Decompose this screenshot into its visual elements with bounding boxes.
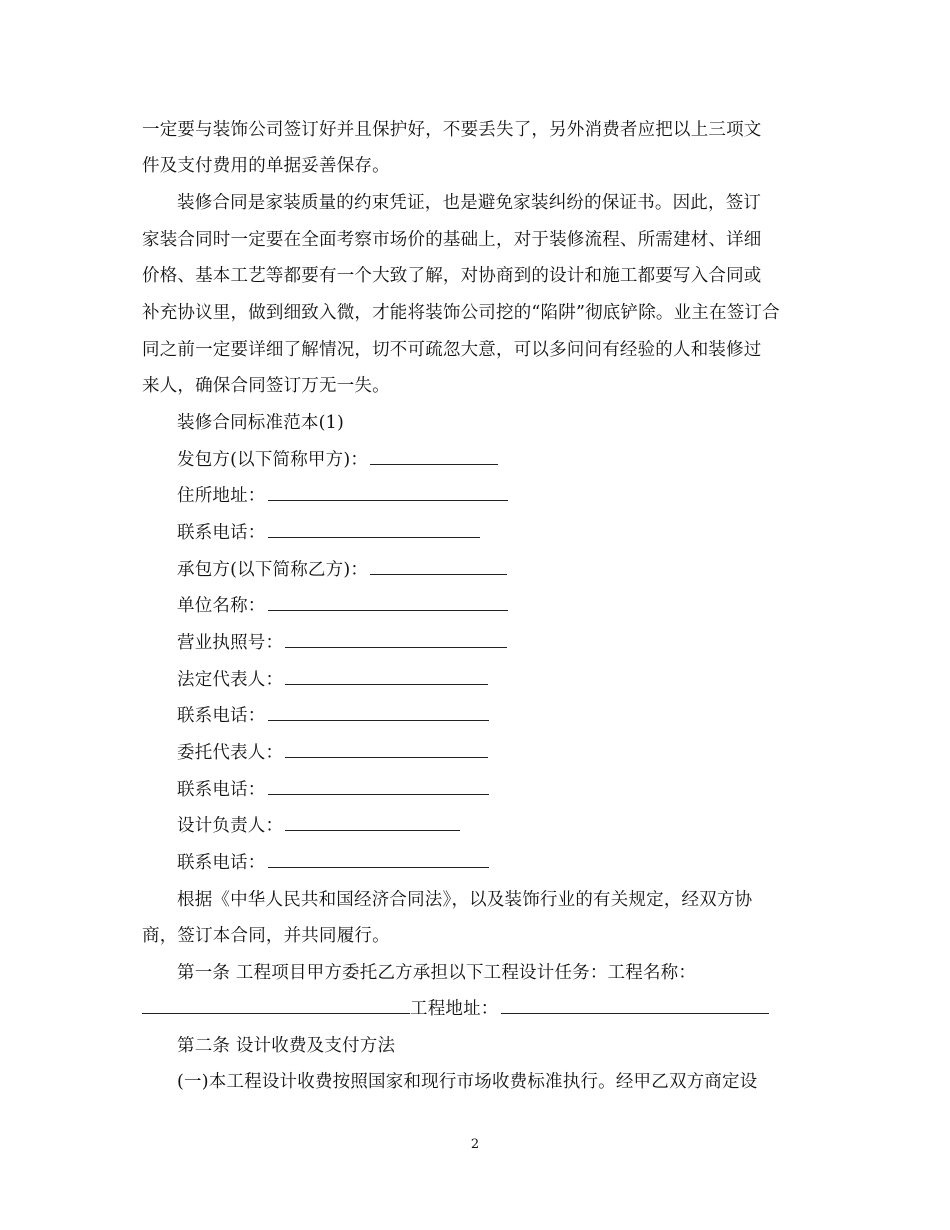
field-label: 联系电话： [177, 780, 266, 800]
fill-in-blank [501, 997, 769, 1014]
field-label: 住所地址： [177, 486, 266, 506]
article-2-title: 第二条 设计收费及支付方法 [177, 1036, 396, 1056]
paragraph-line: 装修合同是家装质量的约束凭证，也是避免家装纠纷的保证书。因此，签订 [177, 193, 762, 213]
article-1: 第一条 工程项目甲方委托乙方承担以下工程设计任务：工程名称： [177, 963, 697, 983]
fill-in-blank [142, 997, 410, 1014]
fill-in-blank [268, 704, 489, 721]
paragraph-line: 一定要与装饰公司签订好并且保护好，不要丢失了，另外消费者应把以上三项文 [142, 120, 762, 140]
article-1-fields [142, 997, 769, 1021]
form-row-phone [177, 778, 489, 802]
fill-in-blank [285, 814, 460, 831]
fill-in-blank [268, 594, 508, 611]
field-label: 联系电话： [177, 706, 266, 726]
form-row-contractor [177, 558, 507, 582]
field-label: 发包方(以下简称甲方)： [177, 450, 369, 470]
fill-in-blank [268, 778, 489, 795]
paragraph-line: 补充协议里，做到细致入微，才能将装饰公司挖的“陷阱”彻底铲除。业主在签订合 [142, 303, 780, 323]
form-row-phone [177, 851, 489, 875]
clause-line: 商，签订本合同，并共同履行。 [142, 926, 390, 946]
form-row-address [177, 484, 508, 508]
field-label: 承包方(以下简称乙方)： [177, 560, 369, 580]
paragraph-line: 同之前一定要详细了解情况，切不可疏忽大意，可以多问问有经验的人和装修过 [142, 340, 762, 360]
form-row-legal-rep [177, 668, 488, 692]
fill-in-blank [285, 741, 488, 758]
fill-in-blank [285, 631, 507, 648]
paragraph-line: 来人，确保合同签订万无一失。 [142, 376, 390, 396]
paragraph-line: 件及支付费用的单据妥善保存。 [142, 156, 390, 176]
fill-in-blank [285, 668, 488, 685]
clause-line: 根据《中华人民共和国经济合同法》，以及装饰行业的有关规定，经双方协 [177, 890, 753, 910]
field-label: 法定代表人： [177, 670, 284, 690]
fill-in-blank [268, 851, 489, 868]
field-label: 营业执照号： [177, 633, 284, 653]
paragraph-line: 家装合同时一定要在全面考察市场价的基础上，对于装修流程、所需建材、详细 [142, 230, 762, 250]
field-label: 委托代表人： [177, 743, 284, 763]
form-row-phone [177, 704, 489, 728]
form-row-client [177, 448, 498, 472]
fill-in-blank [370, 448, 498, 465]
form-row-designer [177, 814, 460, 838]
fill-in-blank [370, 558, 507, 575]
field-label: 单位名称： [177, 596, 266, 616]
paragraph-line: 价格、基本工艺等都要有一个大致了解，对协商到的设计和施工都要写入合同或 [142, 266, 762, 286]
article-2-item: (一)本工程设计收费按照国家和现行市场收费标准执行。经甲乙双方商定设 [177, 1072, 758, 1092]
form-row-license [177, 631, 507, 655]
field-label: 联系电话： [177, 853, 266, 873]
field-label: 联系电话： [177, 523, 266, 543]
template-title: 装修合同标准范本(1) [177, 413, 344, 433]
page-number: 2 [470, 1137, 480, 1152]
fill-in-blank [268, 484, 508, 501]
form-row-company [177, 594, 508, 618]
field-label: 工程地址： [410, 999, 499, 1019]
form-row-phone [177, 521, 480, 545]
form-row-agent [177, 741, 488, 765]
fill-in-blank [268, 521, 480, 538]
field-label: 设计负责人： [177, 816, 284, 836]
